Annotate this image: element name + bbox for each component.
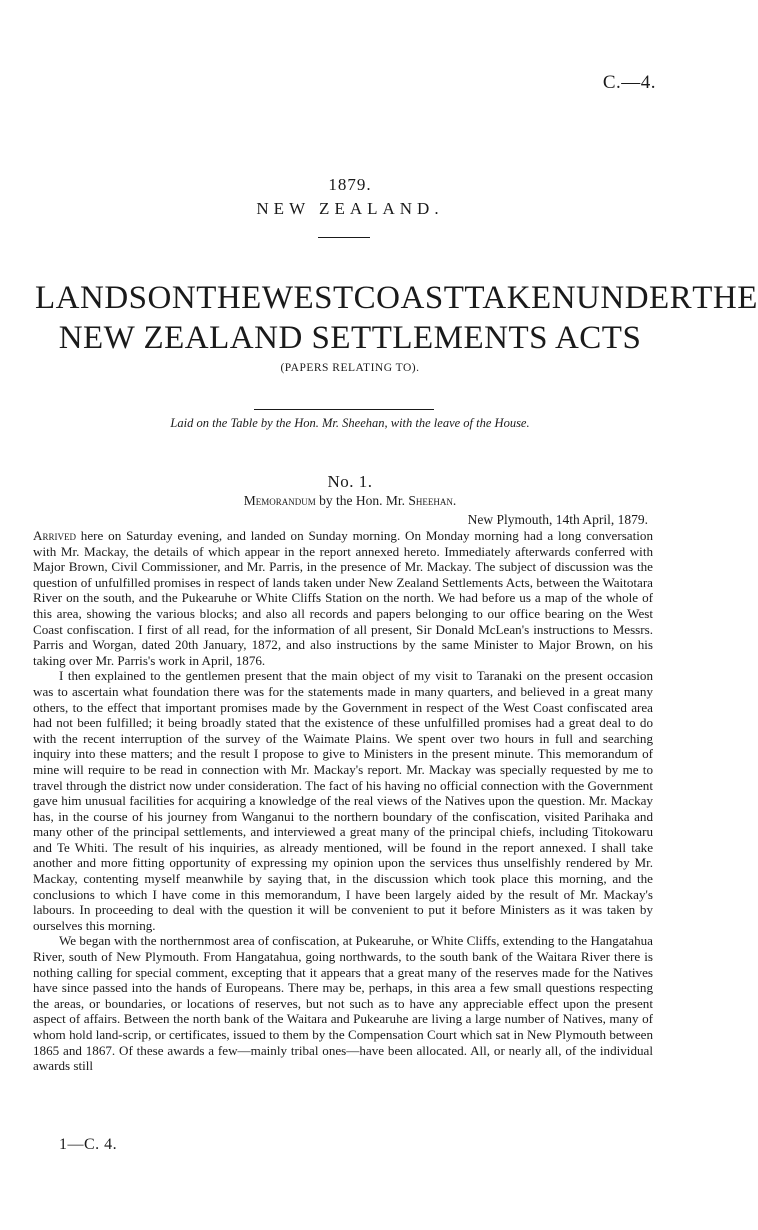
title-word: UNDER [576,280,693,316]
country-heading: NEW ZEALAND. [256,199,444,218]
title-word: WEST [261,280,354,316]
laid-on-table-note: Laid on the Table by the Hon. Mr. Sheehan, with the leave of the House. [170,416,530,430]
memorandum-heading [0,493,700,509]
title-subtitle: (PAPERS RELATING TO). [280,362,420,374]
title-word: TAKEN [464,280,577,316]
memo-end: . [452,493,457,508]
memorandum-body [33,528,653,1074]
title-word: ON [147,280,197,316]
year-heading: 1879. [328,175,372,194]
memo-rest: by the Hon. Mr. [315,493,409,508]
paragraph-3: We began with the northernmost area of confiscation, at Pukearuhe, or White Cliffs, extending to the Hangatahua River, south of New Plymouth. From Hangatahua, going northwards, to the south bank of the Waitara River there is nothing calling for special comment, excepting that it appears that a great many of the reserves made for the Natives have since passed into the hands of Europeans. There may be, perhaps, in this area a few small questions respecting the areas, or boundaries, or locations of reserves, but not such as to have any appreciable effect upon the present aspect of affairs. Between the north bank of the Waitara and Pukearuhe are living a large number of Natives, many of whom hold land-scrip, or certificates, issued to them by the Compensation Court which sat in New Plymouth between 1865 and 1867. Of these awards a few—mainly tribal ones—have been allocated. All, or nearly all, of the individual awards still [33,933,653,1074]
page-reference: 1—C. 4. [59,1136,118,1153]
paragraph-1-text: here on Saturday evening, and landed on Sunday morning. On Monday morning had a long conversation with Mr. Mackay, the details of which appear in the report annexed hereto. Immediately afterwards conferred with Major Brown, Civil Commissioner, and Mr. Parris, in the presence of Mr. Mackay. The subject of discussion was the question of unfulfilled promises in respect of lands taken under New Zealand Settlements Acts, between the Waitotara River on the south, and the Pukearuhe or White Cliffs Station on the north. We had before us a map of the whole of this area, showing the various blocks; and also all records and papers belonging to our office bearing on the West Coast confiscation. I first of all read, for the information of all present, Sir Donald McLean's instructions to Messrs. Parris and Worgan, dated 20th January, 1872, and also instructions by the same Minister to Major Brown, on his taking over Mr. Parris's work in April, 1876. [33,528,653,668]
paragraph-lead-word: Arrived [33,528,76,543]
section-number: No. 1. [327,472,373,491]
memo-name: Sheehan [408,493,453,508]
memo-word: Memorandum [243,493,316,508]
paragraph-2: I then explained to the gentlemen present that the main object of my visit to Taranaki on the present occasion was to ascertain what foundation there was for the statements made in many quarters, and believed in a great many others, to the effect that important promises made by the Government in respect of the West Coast confiscated area had not been fulfilled; it being broadly stated that the existence of these unfulfilled promises had a great deal to do with the recent interruption of the survey of the Waimate Plains. We spent over two hours in full and searching inquiry into these matters; and the result I propose to give to Ministers in the present minute. This memorandum of mine will require to be read in connection with Mr. Mackay's report. Mr. Mackay was specially requested by me to travel through the district now under consideration. The fact of his having no official connection with the Government gave him unusual facilities for acquiring a knowledge of the real views of the Natives upon the question. Mr. Mackay has, in the course of his journey from Wanganui to the northern boundary of the confiscation, visited Parihaka and many other of the principal settlements, and interviewed a great many of the principal chiefs, including Titokowaru and Te Whiti. The result of his inquiries, as already mentioned, will be found in the report annexed. I shall take another and more fitting opportunity of expressing my opinion upon the services thus unselfishly rendered by Mr. Mackay, contenting myself meanwhile by saying that, in the discussion which took place this morning, and the conclusions to which I have come in this memorandum, I have been largely aided by the result of Mr. Mackay's labours. In proceeding to deal with the question it will be convenient to put it before Ministers as it was taken by ourselves this morning. [33,668,653,933]
document-code: C.—4. [602,72,656,93]
title-word: COAST [353,280,465,316]
divider-short [318,237,370,238]
title-line-2: NEW ZEALAND SETTLEMENTS ACTS [58,320,642,356]
title-word: THE [692,280,758,316]
title-word: LANDS [35,280,148,316]
dateline: New Plymouth, 14th April, 1879. [467,512,648,527]
title-word: THE [196,280,262,316]
paragraph-1 [33,528,653,668]
divider-long [254,409,434,410]
title-line-1 [35,280,758,317]
